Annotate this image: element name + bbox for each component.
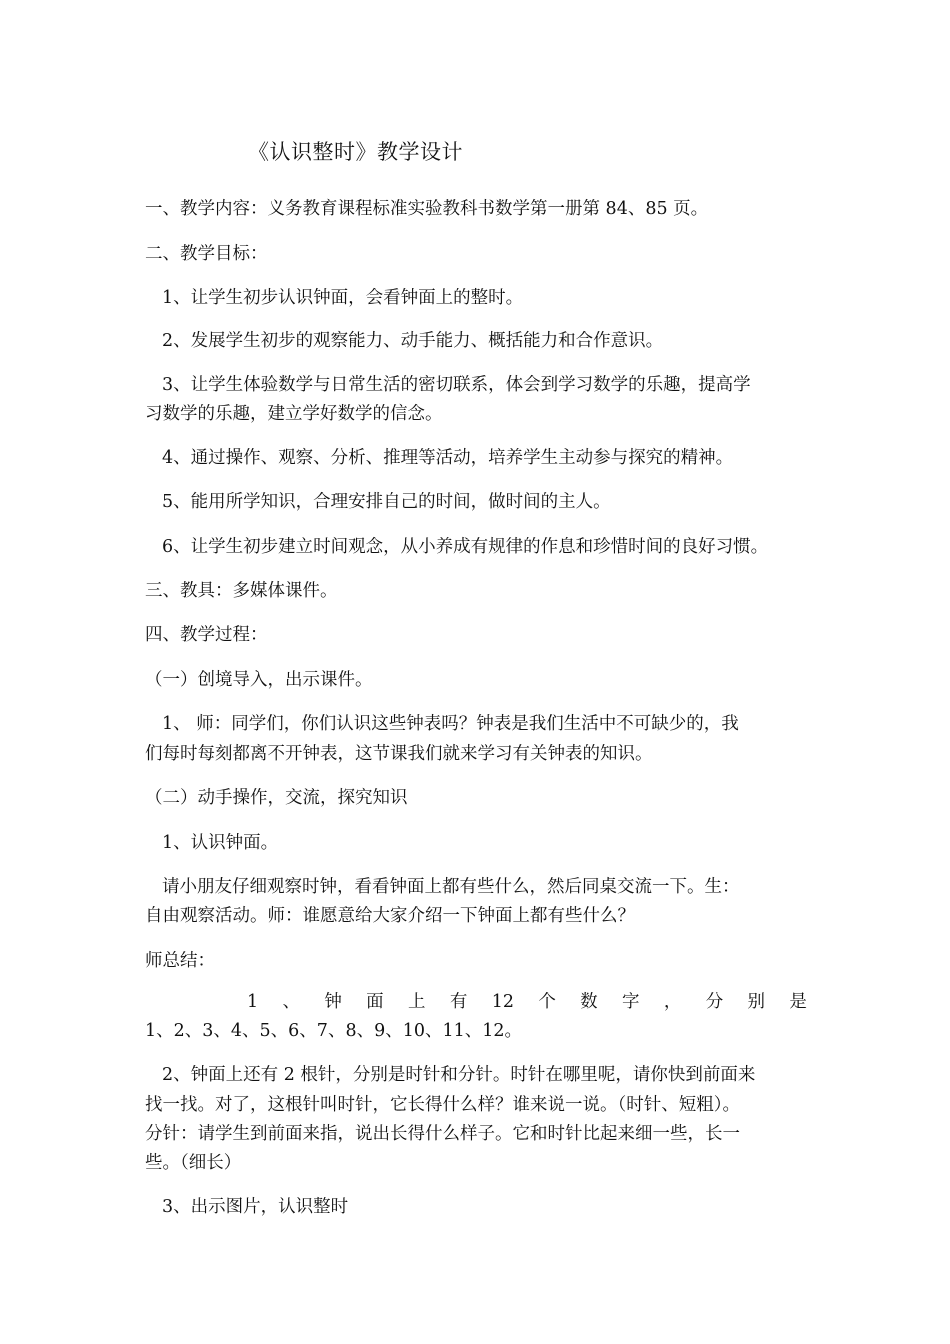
summary-token: 别 bbox=[747, 992, 766, 1012]
summary-token: 是 bbox=[789, 992, 807, 1012]
step2-line-2: 找一找。对了，这根针叫时针，它长得什么样？谁来说一说。（时针、短粗）。 bbox=[145, 1095, 740, 1115]
goal-item-4: 4、通过操作、观察、分析、推理等活动，培养学生主动参与探究的精神。 bbox=[162, 448, 734, 468]
summary-token: 个 bbox=[538, 992, 556, 1012]
step1-heading: 1、认识钟面。 bbox=[162, 833, 279, 853]
goal-item-5: 5、能用所学知识，合理安排自己的时间，做时间的主人。 bbox=[162, 492, 611, 512]
summary-token: 字 bbox=[622, 992, 640, 1012]
step1-line-1: 请小朋友仔细观察时钟，看看钟面上都有些什么，然后同桌交流一下。生： bbox=[162, 877, 740, 897]
goal-item-3-continued: 习数学的乐趣，建立学好数学的信念。 bbox=[145, 404, 443, 424]
summary-token: 有 bbox=[449, 992, 468, 1012]
goal-item-2: 2、发展学生初步的观察能力、动手能力、概括能力和合作意识。 bbox=[162, 331, 664, 351]
summary-heading: 师总结： bbox=[145, 951, 215, 971]
summary-line-1 bbox=[247, 987, 807, 1017]
teaching-tools: 三、教具：多媒体课件。 bbox=[145, 581, 338, 601]
summary-token: ， bbox=[663, 992, 682, 1012]
part2-heading: （二）动手操作，交流，探究知识 bbox=[145, 788, 408, 808]
step2-line-1: 2、钟面上还有 2 根针，分别是时针和分针。时针在哪里呢，请你快到前面来 bbox=[162, 1065, 756, 1085]
goal-item-6: 6、让学生初步建立时间观念，从小养成有规律的作息和珍惜时间的良好习惯。 bbox=[162, 537, 769, 557]
summary-token: 钟 bbox=[324, 992, 342, 1012]
summary-token: 上 bbox=[408, 992, 426, 1012]
goal-item-3: 3、让学生体验数学与日常生活的密切联系，体会到学习数学的乐趣，提高学 bbox=[162, 375, 751, 395]
part1-line-1: 1、 师：同学们，你们认识这些钟表吗？钟表是我们生活中不可缺少的，我 bbox=[162, 714, 739, 734]
step2-line-3: 分针：请学生到前面来指，说出长得什么样子。它和时针比起来细一些，长一 bbox=[145, 1124, 740, 1144]
goals-heading: 二、教学目标： bbox=[145, 244, 268, 264]
summary-token: 分 bbox=[705, 992, 724, 1012]
part1-line-2: 们每时每刻都离不开钟表，这节课我们就来学习有关钟表的知识。 bbox=[145, 744, 653, 764]
summary-token: 1 bbox=[247, 992, 259, 1012]
summary-token: 面 bbox=[366, 992, 384, 1012]
summary-token: 、 bbox=[282, 992, 300, 1012]
summary-line-2: 1、2、3、4、5、6、7、8、9、10、11、12。 bbox=[145, 1021, 523, 1041]
step2-line-4: 些。（细长） bbox=[145, 1153, 242, 1173]
summary-token: 数 bbox=[580, 992, 598, 1012]
process-heading: 四、教学过程： bbox=[145, 625, 268, 645]
summary-token: 12 bbox=[491, 992, 514, 1012]
step3-heading: 3、出示图片，认识整时 bbox=[162, 1197, 349, 1217]
part1-heading: （一）创境导入，出示课件。 bbox=[145, 670, 373, 690]
teaching-content: 一、教学内容：义务教育课程标准实验教科书数学第一册第 84、85 页。 bbox=[145, 199, 709, 219]
summary-tokens bbox=[247, 987, 807, 1017]
document-title: 《认识整时》教学设计 bbox=[248, 140, 463, 164]
step1-line-2: 自由观察活动。师：谁愿意给大家介绍一下钟面上都有些什么？ bbox=[145, 906, 635, 926]
goal-item-1: 1、让学生初步认识钟面，会看钟面上的整时。 bbox=[162, 288, 524, 308]
